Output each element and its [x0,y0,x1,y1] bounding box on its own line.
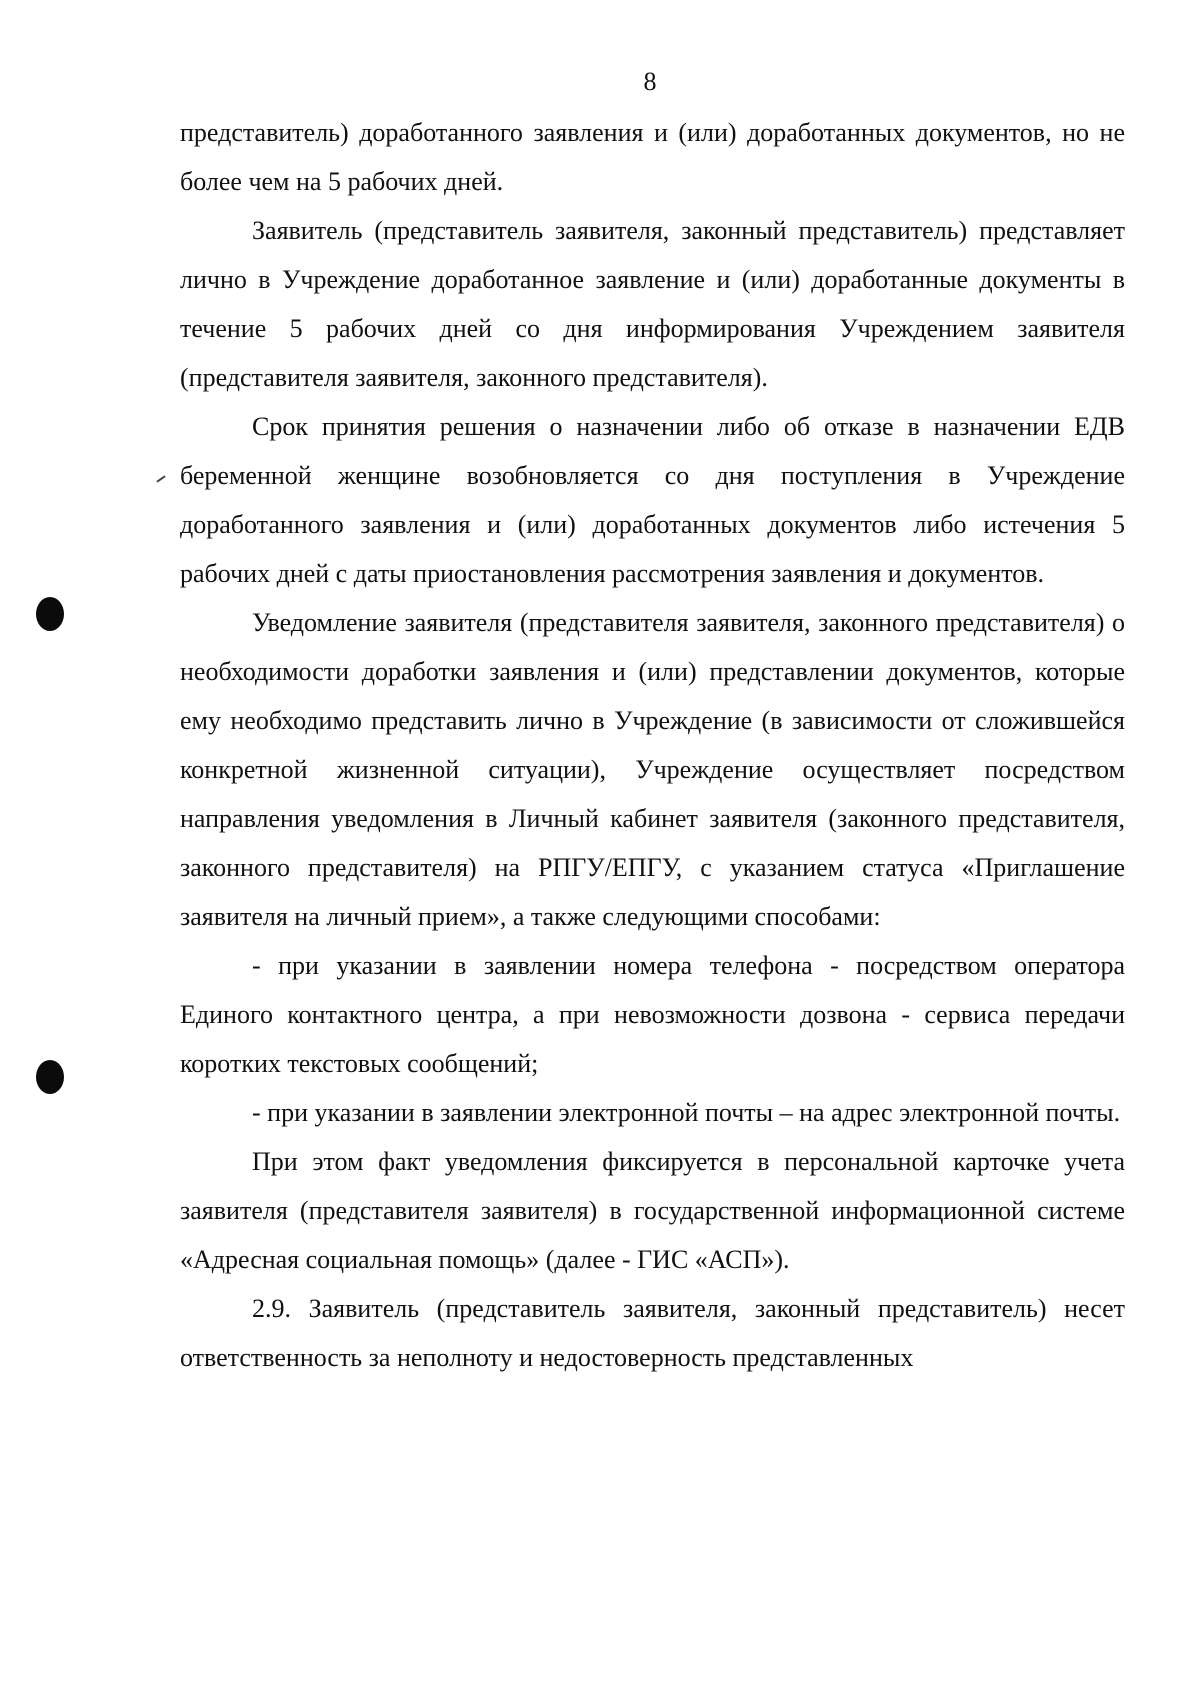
paragraph-5: - при указании в заявлении номера телефона - посредством оператора Единого контактного центра, а при невозможности дозвона - сервиса передачи коротких текстовых сообщений; [180,951,1125,1078]
scan-mark [156,475,165,482]
page-number: 8 [643,67,657,96]
punch-hole-bottom [36,1060,64,1094]
punch-hole-top [36,597,64,631]
paragraph-3: Срок принятия решения о назначении либо об отказе в назначении ЕДВ беременной женщине возобновляется со дня поступления в Учреждение доработанного заявления и (или) доработанных документов либо истечения 5 рабочих дней с даты приостановления рассмотрения заявления и документов. [180,412,1125,588]
paragraph-7: При этом факт уведомления фиксируется в персональной карточке учета заявителя (представителя заявителя) в государственной информационной системе «Адресная социальная помощь» (далее - ГИС «АСП»). [180,1147,1125,1274]
document-body [180,108,1125,1382]
paragraph-1: представитель) доработанного заявления и (или) доработанных документов, но не более чем на 5 рабочих дней. [180,118,1125,196]
paragraph-8: 2.9. Заявитель (представитель заявителя, законный представитель) несет ответственность за неполноту и недостоверность представленных [180,1294,1125,1372]
paragraph-6: - при указании в заявлении электронной почты – на адрес электронной почты. [252,1098,1121,1127]
paragraph-4: Уведомление заявителя (представителя заявителя, законного представителя) о необходимости доработки заявления и (или) представлении документов, которые ему необходимо представить лично в Учреждение (в зависимости от сложившейся конкретной жизненной ситуации), Учреждение осуществляет посредством направления уведомления в Личный кабинет заявителя (законного представителя, законного представителя) на РПГУ/ЕПГУ, с указанием статуса «Приглашение заявителя на личный прием», а также следующими способами: [180,608,1125,931]
paragraph-2: Заявитель (представитель заявителя, законный представитель) представляет лично в Учреждение доработанное заявление и (или) доработанные документы в течение 5 рабочих дней со дня информирования Учреждением заявителя (представителя заявителя, законного представителя). [180,216,1125,392]
